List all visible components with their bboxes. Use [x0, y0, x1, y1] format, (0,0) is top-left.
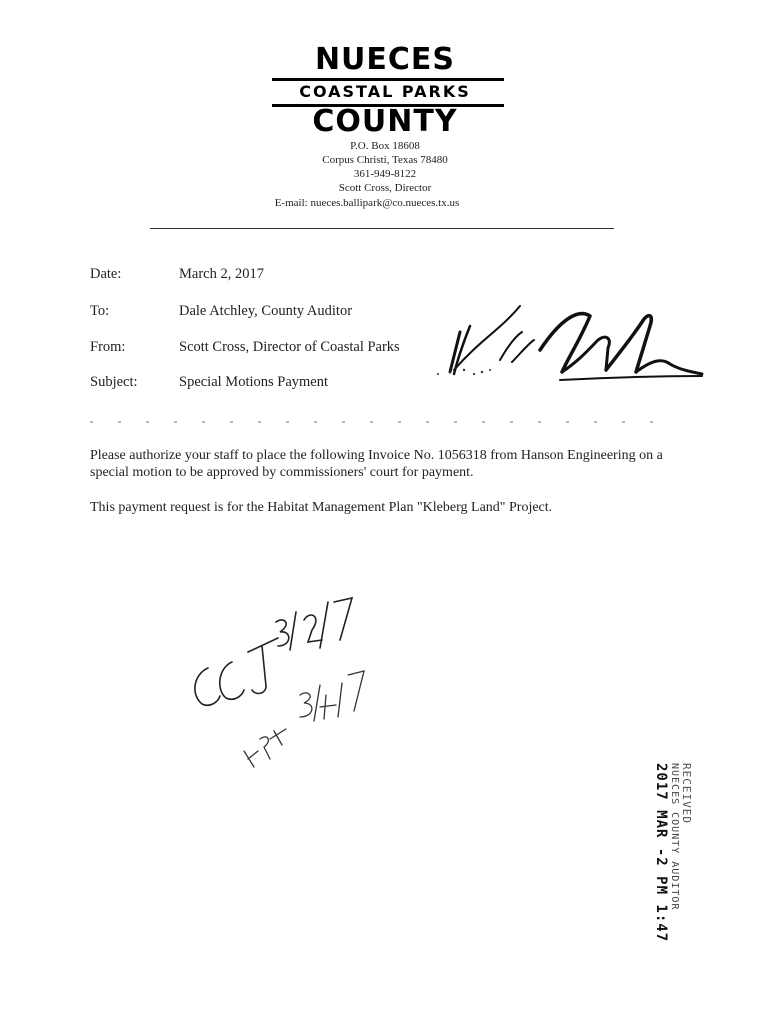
signature: [430, 300, 705, 390]
date-value: March 2, 2017: [179, 266, 264, 282]
subject-value: Special Motions Payment: [179, 374, 329, 390]
letterhead-rule-top: [272, 78, 504, 81]
body-paragraph-request: Please authorize your staff to place the following Invoice No. 1056318 from Hanson Engineering on a special motion to be approved by commissioners' court for payment.: [90, 448, 663, 480]
received-stamp: [653, 763, 693, 943]
from-label: From:: [90, 339, 126, 355]
subject-label: Subject:: [90, 374, 138, 390]
letterhead-address-line: P.O. Box 18608: [350, 140, 420, 152]
faint-scan-line: [90, 421, 670, 423]
stamp-date-time: 2017 MAR -2 PM 1:47: [653, 763, 669, 943]
letterhead-nueces: NUECES: [314, 42, 456, 77]
body-paragraph-project: This payment request is for the Habitat Management Plan "Kleberg Land" Project.: [90, 500, 553, 515]
letterhead-county: COUNTY: [312, 104, 458, 139]
to-value: Dale Atchley, County Auditor: [179, 303, 353, 319]
date-label: Date:: [90, 266, 122, 282]
letterhead-coastal-parks: COASTAL PARKS: [299, 82, 471, 101]
header-divider: [150, 228, 614, 229]
from-value: Scott Cross, Director of Coastal Parks: [179, 339, 400, 355]
to-label: To:: [90, 303, 110, 319]
letterhead-director: Scott Cross, Director: [338, 182, 432, 194]
stamp-auditor-label: NUECES COUNTY AUDITOR: [669, 763, 680, 911]
handwritten-note-kpjt: [240, 655, 375, 775]
letterhead-email: E-mail: nueces.ballipark@co.nueces.tx.us: [274, 197, 460, 209]
letterhead-phone: 361-949-8122: [353, 168, 417, 180]
stamp-received-label: RECEIVED: [680, 763, 693, 824]
letterhead-address-line: Corpus Christi, Texas 78480: [322, 154, 448, 166]
